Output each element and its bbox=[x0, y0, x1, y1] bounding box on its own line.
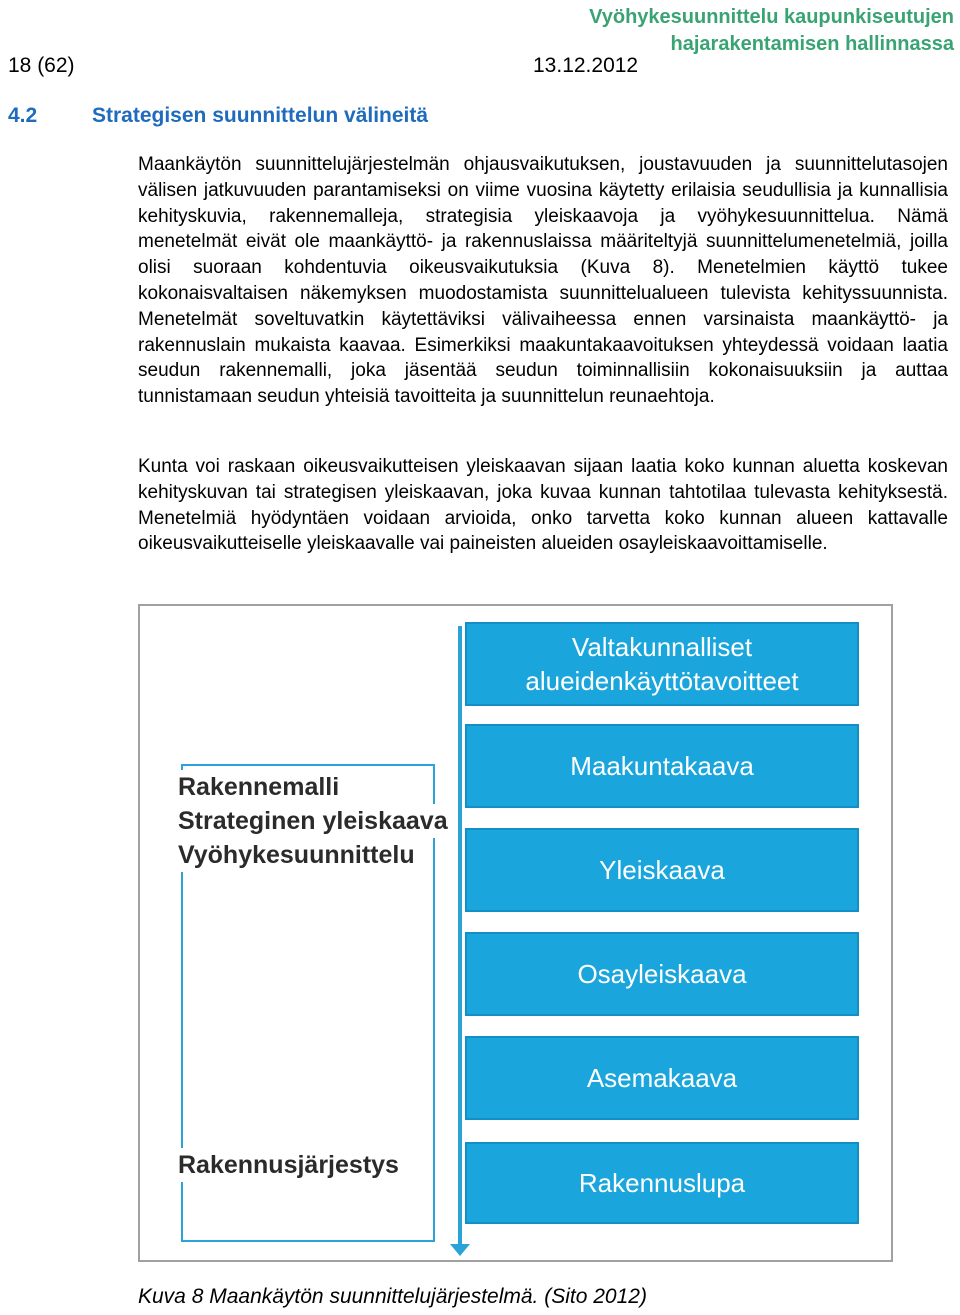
box-maakuntakaava: Maakuntakaava bbox=[465, 724, 859, 808]
box-asemakaava: Asemakaava bbox=[465, 1036, 859, 1120]
box-yleiskaava: Yleiskaava bbox=[465, 828, 859, 912]
hierarchy-spine bbox=[458, 626, 462, 1246]
paragraph-1: Maankäytön suunnittelujärjestelmän ohjausvaikutuksen, joustavuuden ja suunnittelutasojen välisen jatkuvuuden parantamiseksi on viime vuosina käytetty erilaisia seudullisia ja kunnallisia kehityskuvia, rakennemalleja, strategisia yleiskaavoja ja vyöhykesuunnittelua. Nämä menetelmät eivät ole maankäyttö- ja rakennuslaissa määriteltyjä suunnittelumenetelmiä, joilla olisi suoraan kohdentuvia oikeusvaikutuksia (Kuva 8). Menetelmien käyttö tukee kokonaisvaltaisen näkemyksen muodostamista suunnittelualueen tulevista kehityssuunnista. Menetelmät soveltuvatkin käytettäviksi välivaiheessa ennen varsinaista maankäyttö- ja rakennuslain mukaista kaavaa. Esimerkiksi maakuntakaavoituksen yhteydessä voidaan laatia seudun rakennemalli, joka jäsentää seudun toiminnallisiin kokonaisuuksiin ja auttaa tunnistamaan seudun yhteisiä tavoitteita ja suunnittelun reunaehtoja. bbox=[138, 154, 948, 408]
label-rakennusjarjestys: Rakennusjärjestys bbox=[178, 1148, 403, 1182]
header-title-line-1: Vyöhykesuunnittelu kaupunkiseutujen bbox=[589, 6, 954, 28]
box-rakennuslupa: Rakennuslupa bbox=[465, 1142, 859, 1224]
document-date: 13.12.2012 bbox=[533, 54, 639, 77]
header-title-line-2: hajarakentamisen hallinnassa bbox=[670, 33, 954, 55]
figure-caption: Kuva 8 Maankäytön suunnittelujärjestelmä. (Sito 2012) bbox=[138, 1285, 647, 1308]
planning-system-figure bbox=[138, 604, 893, 1262]
section-heading bbox=[8, 104, 428, 128]
box-osayleiskaava: Osayleiskaava bbox=[465, 932, 859, 1016]
box-valtakunnalliset: Valtakunnalliset alueidenkäyttötavoitteet bbox=[465, 622, 859, 706]
section-number: 4.2 bbox=[8, 104, 38, 127]
section-title: Strategisen suunnittelun välineitä bbox=[92, 104, 429, 127]
paragraph-2: Kunta voi raskaan oikeusvaikutteisen yleiskaavan sijaan laatia koko kunnan aluetta koskevan kehityskuvan tai strategisen yleiskaavan, joka kuvaa kunnan tahtotilaa tulevasta kehityksestä. Menetelmiä hyödyntäen voidaan arvioida, onko tarvetta koko kunnan alueen kattavalle oikeusvaikutteiselle yleiskaavalle vai paineisten alueiden osayleiskaavoittamiselle. bbox=[138, 456, 948, 555]
arrow-down-icon bbox=[450, 1244, 470, 1256]
label-vyohykesuunnittelu: Vyöhykesuunnittelu bbox=[178, 838, 419, 872]
label-rakennemalli: Rakennemalli bbox=[178, 770, 343, 804]
document-header-title bbox=[589, 4, 954, 58]
page-number: 18 (62) bbox=[8, 54, 75, 77]
label-strateginen-yleiskaava: Strateginen yleiskaava bbox=[178, 804, 452, 838]
